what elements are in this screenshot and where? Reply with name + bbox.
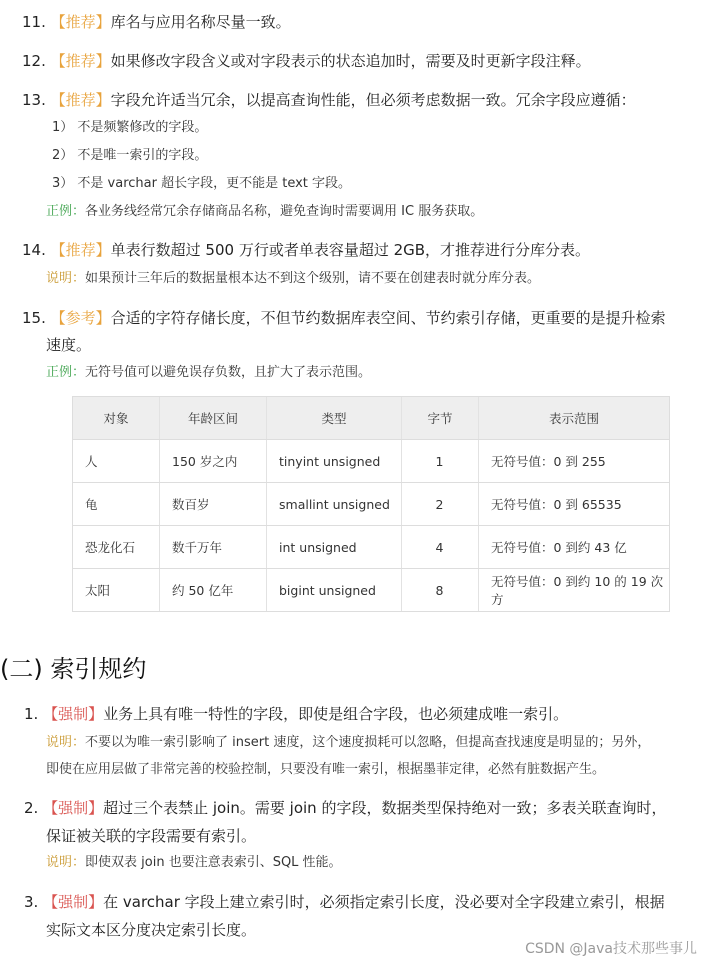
table-cell: 太阳 [73,569,160,612]
rule-text: 业务上具有唯一特性的字段，即使是组合字段，也必须建成唯一索引。 [103,705,569,723]
rule-13-item-3: 3） 不是 varchar 超长字段，更不能是 text 字段。 [52,176,352,191]
note-text: 不要以为唯一索引影响了 insert 速度，这个速度损耗可以忽略，但提高查找速度是明显的；另外， [85,735,651,750]
rule-number: 2. [24,799,39,817]
rule-text: 如果修改字段含义或对字段表示的状态追加时，需要及时更新字段注释。 [110,52,591,70]
table-cell: bigint unsigned [267,569,402,612]
index-rule-2 [24,797,666,819]
index-rule-1-note [46,733,650,753]
rule-tag: 【强制】 [43,705,104,723]
rule-number: 13. [22,91,46,109]
section-title: (二) 索引规约 [0,655,147,683]
rule-tag: 【推荐】 [50,241,111,259]
storage-range-table [72,396,670,612]
rule-14-note [46,269,540,289]
rule-tag: 【参考】 [50,309,111,327]
table-cell: 无符号值：0 到 65535 [479,483,670,526]
table-cell: 约 50 亿年 [160,569,267,612]
table-cell: int unsigned [267,526,402,569]
table-cell: 龟 [73,483,160,526]
rule-tag: 【强制】 [43,799,104,817]
rule-13-item-1: 1） 不是频繁修改的字段。 [52,120,208,135]
rule-number: 1. [24,705,39,723]
table-cell: 4 [402,526,479,569]
table-row [73,526,670,569]
rule-number: 3. [24,893,39,911]
note-label: 正例： [46,365,86,380]
rule-13-item-2: 2） 不是唯一索引的字段。 [52,148,208,163]
rule-tag: 【推荐】 [50,52,111,70]
index-rule-1 [24,703,568,725]
rule-tag: 【强制】 [43,893,104,911]
note-label: 说明： [46,855,86,870]
rule-15-continuation: 速度。 [46,336,92,354]
table-cell: 无符号值：0 到 255 [479,440,670,483]
rule-number: 11. [22,13,46,31]
rule-13-note [46,202,483,222]
table-cell: 无符号值：0 到约 43 亿 [479,526,670,569]
note-text: 即使双表 join 也要注意表索引、SQL 性能。 [85,855,342,870]
table-header-row [73,397,670,440]
table-row [73,440,670,483]
table-cell: 2 [402,483,479,526]
rule-15 [22,307,666,329]
rule-text: 合适的字符存储长度，不但节约数据库表空间、节约索引存储，更重要的是提升检索 [110,309,666,327]
table-cell: 8 [402,569,479,612]
table-header-cell: 类型 [267,397,402,440]
rule-number: 15. [22,309,46,327]
rule-text: 库名与应用名称尽量一致。 [110,13,291,31]
table-cell: smallint unsigned [267,483,402,526]
rule-11 [22,11,291,33]
index-rule-3 [24,891,665,913]
watermark: CSDN @Java技术那些事儿 [525,941,697,957]
table-header-cell: 对象 [73,397,160,440]
note-label: 正例： [46,204,86,219]
table-cell: 数百岁 [160,483,267,526]
rule-text: 超过三个表禁止 join。需要 join 的字段，数据类型保持绝对一致；多表关联查询时， [103,799,667,817]
rule-13 [22,89,636,111]
rule-12 [22,50,591,72]
table-row [73,569,670,612]
index-rule-2-note [46,853,342,873]
index-rule-2-continuation: 保证被关联的字段需要有索引。 [46,827,257,845]
note-label: 说明： [46,271,86,286]
table-header-cell: 年龄区间 [160,397,267,440]
rule-number: 12. [22,52,46,70]
rule-15-note [46,363,371,383]
table-cell: 1 [402,440,479,483]
note-text: 各业务线经常冗余存储商品名称，避免查询时需要调用 IC 服务获取。 [85,204,484,219]
index-rule-3-continuation: 实际文本区分度决定索引长度。 [46,921,257,939]
table-cell: 人 [73,440,160,483]
table-header-cell: 表示范围 [479,397,670,440]
table-cell: 150 岁之内 [160,440,267,483]
rule-tag: 【推荐】 [50,13,111,31]
note-label: 说明： [46,735,86,750]
table-row [73,483,670,526]
table-cell: 恐龙化石 [73,526,160,569]
table-cell: 数千万年 [160,526,267,569]
rule-number: 14. [22,241,46,259]
rule-text: 单表行数超过 500 万行或者单表容量超过 2GB，才推荐进行分库分表。 [110,241,591,259]
rule-tag: 【推荐】 [50,91,111,109]
table-cell: tinyint unsigned [267,440,402,483]
index-rule-1-note-continuation: 即使在应用层做了非常完善的校验控制，只要没有唯一索引，根据墨菲定律，必然有脏数据产生。 [46,762,606,777]
note-text: 无符号值可以避免误存负数，且扩大了表示范围。 [85,365,372,380]
note-text: 如果预计三年后的数据量根本达不到这个级别，请不要在创建表时就分库分表。 [85,271,541,286]
table-cell: 无符号值：0 到约 10 的 19 次方 [479,569,670,612]
table-header-cell: 字节 [402,397,479,440]
rule-text: 字段允许适当冗余，以提高查询性能，但必须考虑数据一致。冗余字段应遵循： [110,91,636,109]
rule-text: 在 varchar 字段上建立索引时，必须指定索引长度，没必要对全字段建立索引，根据 [103,893,665,911]
rule-14 [22,239,590,261]
